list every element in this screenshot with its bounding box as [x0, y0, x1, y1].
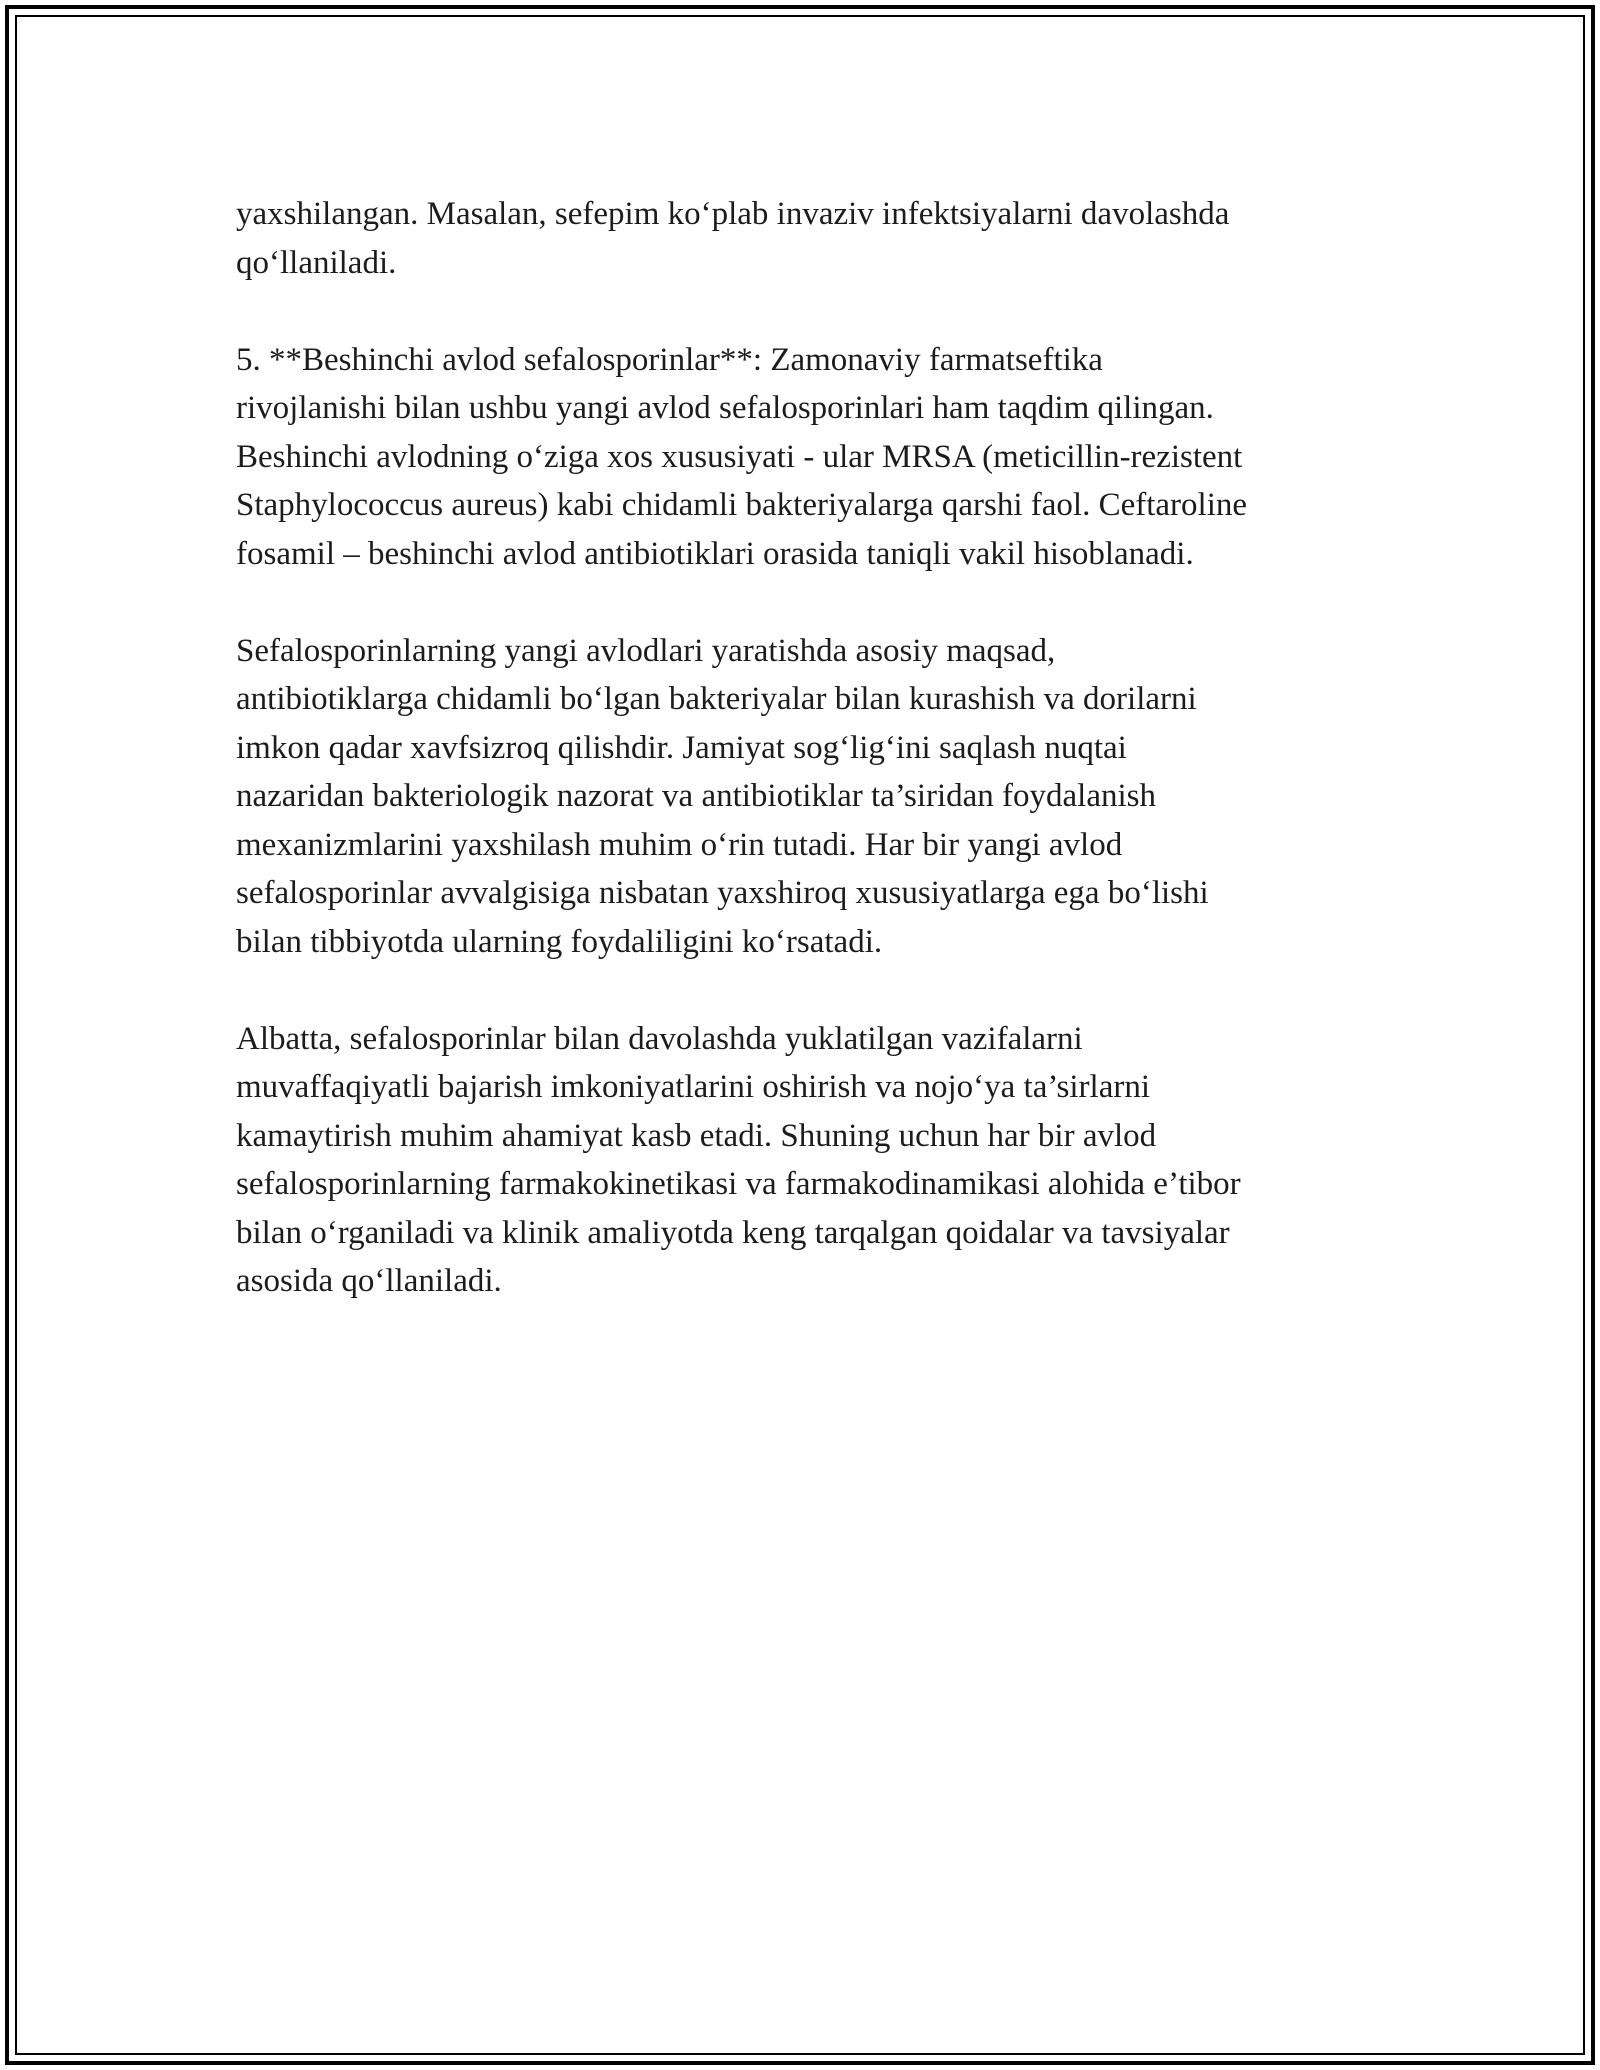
- text-line: sefalosporinlarning farmakokinetikasi va farmakodinamikasi alohida e’tibor: [236, 1166, 1241, 1202]
- text-line: qo‘llaniladi.: [236, 244, 397, 281]
- text-line: nazaridan bakteriologik nazorat va antibiotiklar ta’siridan foydalanish: [236, 778, 1157, 814]
- paragraph-continuation: [236, 190, 1366, 287]
- text-line: rivojlanishi bilan ushbu yangi avlod sefalosporinlari ham taqdim qilingan.: [236, 390, 1214, 426]
- paragraph-new-generations-goal: [236, 627, 1366, 967]
- document-body: [236, 190, 1366, 1354]
- text-line: sefalosporinlar avvalgisiga nisbatan yaxshiroq xususiyatlarga ega bo‘lishi: [236, 875, 1209, 911]
- text-line: bilan o‘rganiladi va klinik amaliyotda keng tarqalgan qoidalar va tavsiyalar: [236, 1214, 1230, 1251]
- paragraph-conclusion: [236, 1015, 1366, 1306]
- paragraph-fifth-generation: [236, 336, 1366, 579]
- text-line: Beshinchi avlodning o‘ziga xos xususiyati - ular MRSA (meticillin-rezistent: [236, 438, 1243, 475]
- text-line: fosamil – beshinchi avlod antibiotiklari orasida taniqli vakil hisoblanadi.: [236, 535, 1194, 572]
- text-line: muvaffaqiyatli bajarish imkoniyatlarini oshirish va nojo‘ya ta’sirlarni: [236, 1069, 1151, 1105]
- text-line: mexanizmlarini yaxshilash muhim o‘rin tutadi. Har bir yangi avlod: [236, 826, 1123, 863]
- text-line: Sefalosporinlarning yangi avlodlari yaratishda asosiy maqsad,: [236, 632, 1056, 669]
- text-line: Staphylococcus aureus) kabi chidamli bakteriyalarga qarshi faol. Ceftaroline: [236, 487, 1248, 523]
- text-line: kamaytirish muhim ahamiyat kasb etadi. Shuning uchun har bir avlod: [236, 1117, 1157, 1154]
- text-line: yaxshilangan. Masalan, sefepim ko‘plab invaziv infektsiyalarni davolashda: [236, 196, 1230, 232]
- text-line: 5. **Beshinchi avlod sefalosporinlar**: Zamonaviy farmatseftika: [236, 341, 1103, 378]
- text-line: bilan tibbiyotda ularning foydaliligini ko‘rsatadi.: [236, 923, 883, 960]
- text-line: Albatta, sefalosporinlar bilan davolashda yuklatilgan vazifalarni: [236, 1020, 1083, 1057]
- text-line: antibiotiklarga chidamli bo‘lgan bakteriyalar bilan kurashish va dorilarni: [236, 681, 1197, 717]
- text-line: asosida qo‘llaniladi.: [236, 1263, 502, 1299]
- text-line: imkon qadar xavfsizroq qilishdir. Jamiyat sog‘lig‘ini saqlash nuqtai: [236, 729, 1127, 766]
